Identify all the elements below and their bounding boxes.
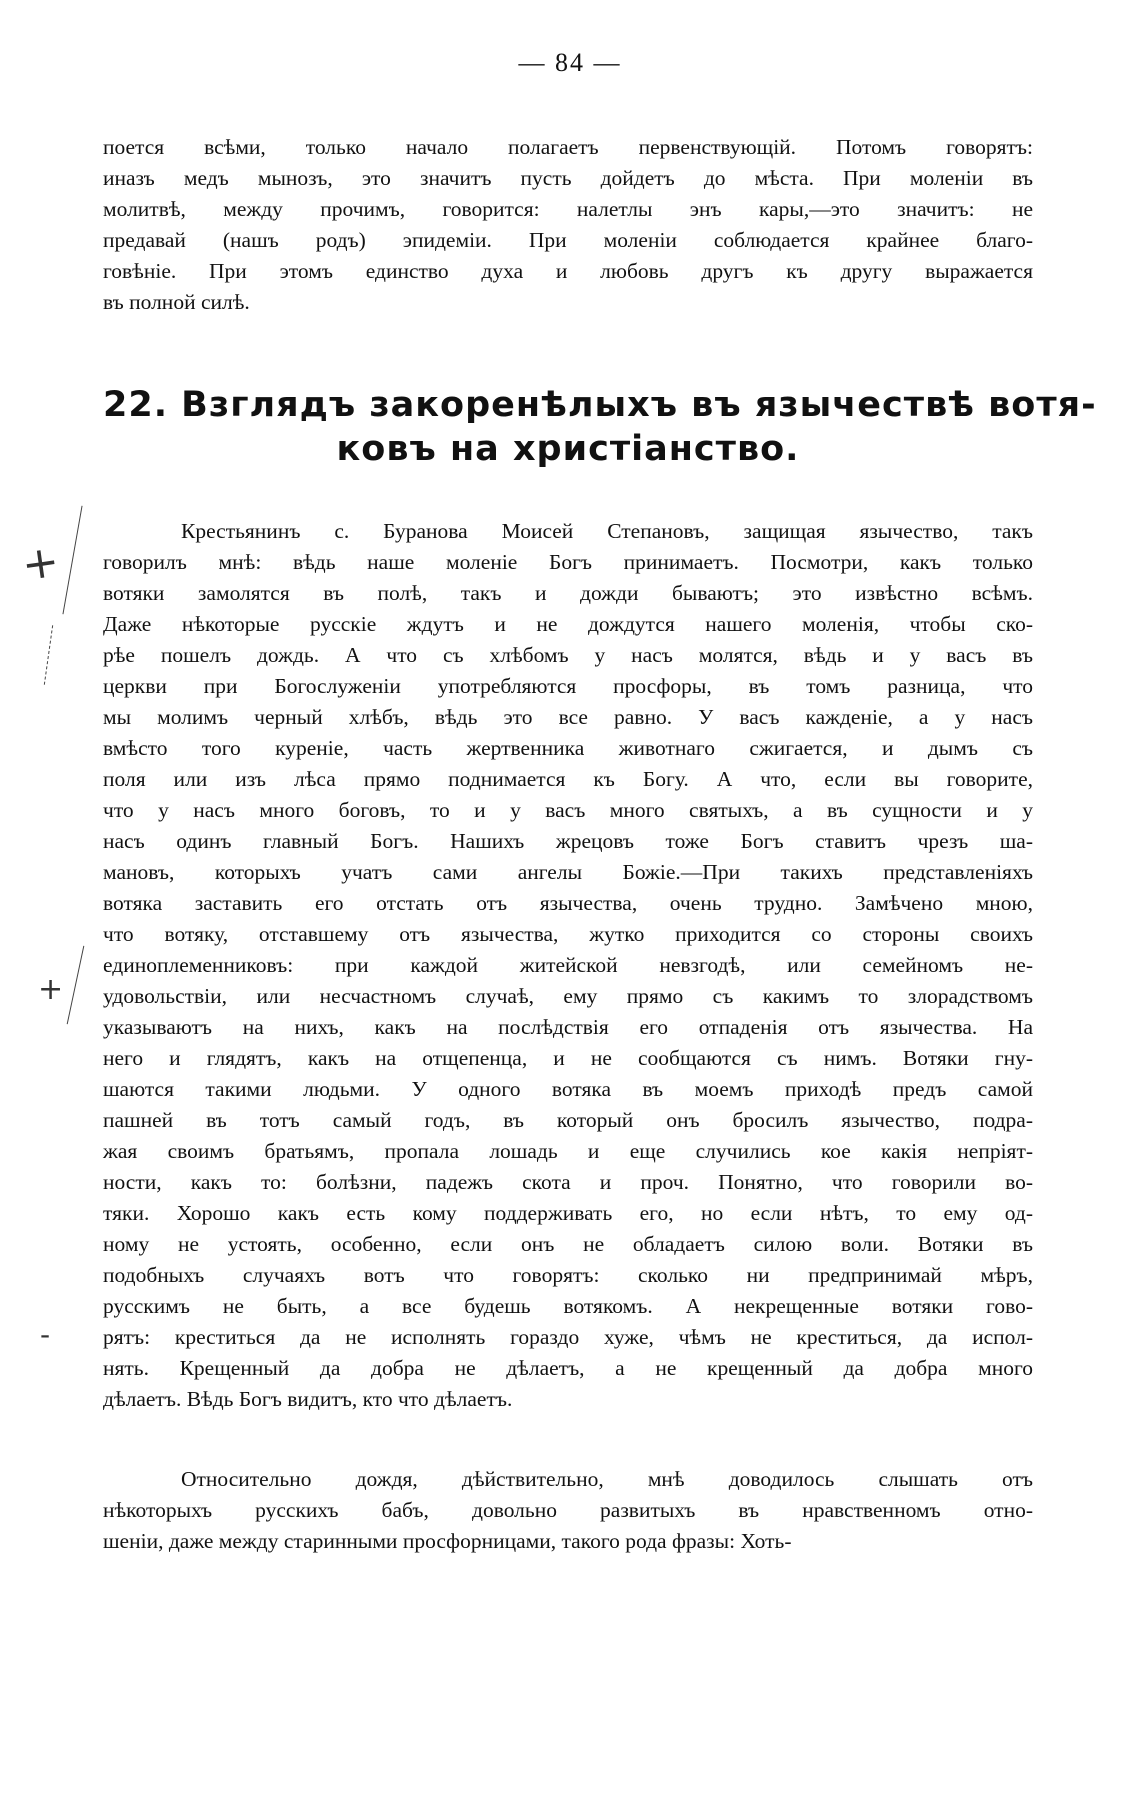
page-number: — 84 —: [518, 48, 622, 77]
text-line: Крестьянинъ с. Буранова Моисей Степановъ, защищая язычество, такъ: [181, 519, 1033, 543]
last-paragraph-text: [103, 1464, 1033, 1557]
intro-paragraph-text: [103, 132, 1033, 318]
text-line: него и глядятъ, какъ на отщепенца, и не сообщаются съ нимъ. Вотяки гну-: [103, 1046, 1033, 1070]
margin-vertical-line: [67, 946, 85, 1024]
text-line: въ полной силѣ.: [103, 290, 250, 314]
margin-vertical-line: [62, 506, 82, 615]
text-line: что у насъ много боговъ, то и у васъ много святыхъ, а въ сущности и у: [103, 798, 1033, 822]
text-line: единоплеменниковъ: при каждой житейской невзгодѣ, или семейномъ не-: [103, 953, 1033, 977]
text-line: церкви при Богослуженіи употребляются просфоры, въ томъ разница, что: [103, 674, 1033, 698]
margin-vertical-line: [44, 625, 53, 685]
text-line: дѣлаетъ. Вѣдь Богъ видитъ, кто что дѣлаетъ.: [103, 1387, 513, 1411]
text-line: тяки. Хорошо какъ есть кому поддерживать его, но если нѣтъ, то ему од-: [103, 1201, 1033, 1225]
text-line: вотяки замолятся въ полѣ, такъ и дожди бываютъ; это извѣстно всѣмъ.: [103, 581, 1033, 605]
text-line: жая своимъ братьямъ, пропала лошадь и еще случились кое какія непріят-: [103, 1139, 1033, 1163]
section-heading-line-1: 22. Взглядъ закоренѣлыхъ въ язычествѣ вотя-: [103, 385, 1097, 425]
text-line: говѣніе. При этомъ единство духа и любовь другъ къ другу выражается: [103, 259, 1033, 283]
text-line: поется всѣми, только начало полагаетъ первенствующій. Потомъ говорятъ:: [103, 135, 1033, 159]
text-line: нять. Крещенный да добра не дѣлаетъ, а не крещенный да добра много: [103, 1356, 1033, 1380]
text-line: мы молимъ черный хлѣбъ, вѣдь это все равно. У васъ кажденіе, а у насъ: [103, 705, 1033, 729]
text-line: шаются такими людьми. У одного вотяка въ моемъ приходѣ предъ самой: [103, 1077, 1033, 1101]
text-line: шеніи, даже между старинными просфорницами, такого рода фразы: Хоть-: [103, 1529, 792, 1553]
text-line: насъ одинъ главный Богъ. Нашихъ жрецовъ тоже Богъ ставитъ чрезъ ша-: [103, 829, 1033, 853]
text-line: Даже нѣкоторые русскіе ждутъ и не дождутся нашего моленія, чтобы ско-: [103, 612, 1033, 636]
text-line: удовольствіи, или несчастномъ случаѣ, ему прямо съ какимъ то злорадствомъ: [103, 984, 1033, 1008]
margin-plus-mark: +: [38, 972, 64, 1007]
text-line: рѣе пошелъ дождь. А что съ хлѣбомъ у насъ молятся, вѣдь и у васъ въ: [103, 643, 1033, 667]
text-line: предавай (нашъ родъ) эпидеміи. При моленіи соблюдается крайнее благо-: [103, 228, 1033, 252]
text-line: говорилъ мнѣ: вѣдь наше моленіе Богъ принимаетъ. Посмотри, какъ только: [103, 550, 1033, 574]
text-line: молитвѣ, между прочимъ, говорится: налетлы энъ кары,—это значитъ: не: [103, 197, 1033, 221]
main-paragraph: [103, 516, 1033, 1415]
text-line: ности, какъ то: болѣзни, падежъ скота и проч. Понятно, что говорили во-: [103, 1170, 1033, 1194]
margin-dash-mark: -: [40, 1318, 51, 1351]
section-heading-line-2: ковъ на христіанство.: [336, 429, 800, 469]
text-line: вмѣсто того куреніе, часть жертвенника животнаго сжигается, и дымъ съ: [103, 736, 1033, 760]
text-line: мановъ, которыхъ учатъ сами ангелы Божіе.—При такихъ представленіяхъ: [103, 860, 1033, 884]
text-line: нѣкоторыхъ русскихъ бабъ, довольно развитыхъ въ нравственномъ отно-: [103, 1498, 1033, 1522]
intro-paragraph: [103, 132, 1033, 318]
text-line: что вотяку, отставшему отъ язычества, жутко приходится со стороны своихъ: [103, 922, 1033, 946]
margin-plus-mark: +: [18, 535, 63, 592]
text-line: поля или изъ лѣса прямо поднимается къ Богу. А что, если вы говорите,: [103, 767, 1033, 791]
main-paragraph-text: [103, 516, 1033, 1415]
last-paragraph: [103, 1464, 1033, 1557]
text-line: подобныхъ случаяхъ вотъ что говорятъ: сколько ни предпринимай мѣръ,: [103, 1263, 1033, 1287]
text-line: ному не устоять, особенно, если онъ не обладаетъ силою воли. Вотяки въ: [103, 1232, 1033, 1256]
text-line: русскимъ не быть, а все будешь вотякомъ. А некрещенные вотяки гово-: [103, 1294, 1033, 1318]
text-line: рятъ: креститься да не исполнять гораздо хуже, чѣмъ не креститься, да испол-: [103, 1325, 1033, 1349]
text-line: указываютъ на нихъ, какъ на послѣдствія его отпаденія отъ язычества. На: [103, 1015, 1033, 1039]
text-line: вотяка заставить его отстать отъ язычества, очень трудно. Замѣчено мною,: [103, 891, 1033, 915]
text-line: иназъ медъ мынозъ, это значитъ пусть дойдетъ до мѣста. При моленіи въ: [103, 166, 1033, 190]
text-line: пашней въ тотъ самый годъ, въ который онъ бросилъ язычество, подра-: [103, 1108, 1033, 1132]
section-heading: [103, 383, 1097, 471]
text-line: Относительно дождя, дѣйствительно, мнѣ доводилось слышать отъ: [181, 1467, 1033, 1491]
